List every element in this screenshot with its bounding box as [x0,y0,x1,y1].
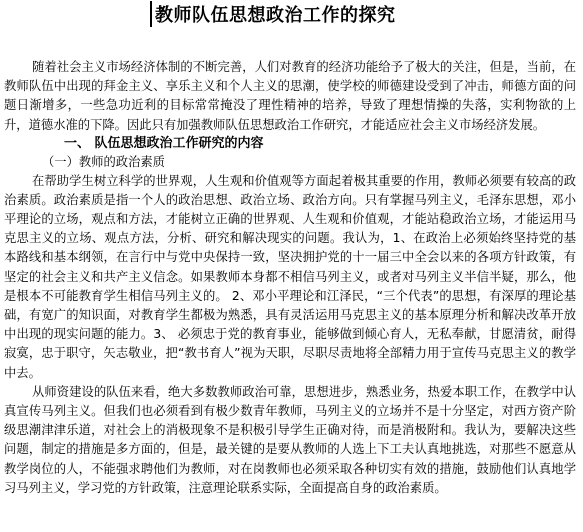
political-quality-paragraph: 在帮助学生树立科学的世界观，人生观和价值观等方面起着极其重要的作用，教师必须要有较高的政治素质。政治素质是指一个人的政治思想、政治立场、政治方向。只有掌握马列主义，毛泽东思想，邓小平理论的立场，观点和方法，才能树立正确的世界观、人生观和价值观，才能站稳政治立场，才能运用马克思主义的立场、观点方法，分析、研究和解决现实的问题。我认为，1、在政治上必须始终坚持党的基本路线和基本纲领，在言行中与党中央保持一致，坚决拥护党的十一届三中全会以来的各项方针政策，有坚定的社会主义和共产主义信念。如果教师本身都不相信马列主义，或者对马列主义半信半疑，那么，他是根本不可能教育学生相信马列主义的。 2、邓小平理论和江泽民，“三个代表”的思想，有深厚的理论基础，有宽广的知识面，对教育学生都极为熟悉，具有灵活运用马克思主义的基本原理分析和解决改革开放中出现的现实问题的能力。3、 必须忠于党的教育事业，能够做到倾心育人，无私奉献，甘愿清贫，耐得寂寞，忠于职守，矢志敬业，把“教书育人”视为天职，尽职尽责地将全部精力用于宣传马克思主义的教学中去。 [4,173,576,380]
teacher-team-paragraph: 从师资建设的队伍来看，绝大多数教师政治可靠，思想进步，熟悉业务，热爱本职工作，在教学中认真宣传马列主义。但我们也必须看到有极少数青年教师，马列主义的立场并不是十分坚定，对西方资产阶级思潮津津乐道，对社会上的消极现象不是积极引导学生正确对待，而是消极附和。我认为，要解决这些问题，制定的措施是多方面的，但是，最关键的是要从教师的人选上下工夫认真地挑选，对那些不愿意从教学岗位的人，不能强求聘他们为教师，对在岗教师也必须采取各种切实有效的措施，鼓励他们认真地学习马列主义，学习党的方针政策，注意理论联系实际，全面提高自身的政治素质。 [4,384,576,495]
document-body [4,58,576,498]
subsection-heading: （一）教师的政治素质 [42,155,165,170]
section-heading: 一、 队伍思想政治工作研究的内容 [64,135,264,151]
document-title: 教师队伍思想政治工作的探究 [155,5,396,26]
text-cursor [150,1,152,27]
title-block [150,0,396,28]
intro-paragraph: 随着社会主义市场经济体制的不断完善，人们对教育的经济功能给予了极大的关注，但是，当前，在教师队伍中出现的拜金主义、享乐主义和个人主义的思潮，使学校的师德建设受到了冲击，师德方面的问题日渐增多，一些急功近利的目标常常掩没了理性精神的培养，导致了理想情操的失落，实利物欲的上升，道德水准的下降。因此只有加强教师队伍思想政治工作研究，才能适应社会主义市场经济发展。 [4,60,576,132]
